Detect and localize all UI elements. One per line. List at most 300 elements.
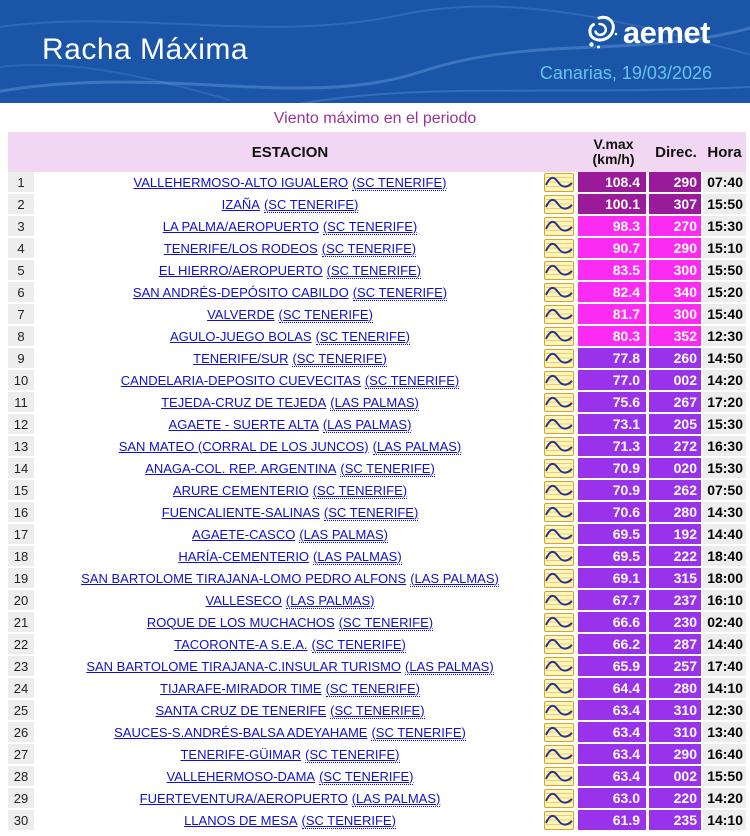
direction-cell: 020 [649,458,703,480]
wind-graph-icon[interactable] [544,723,574,742]
vmax-cell: 73.1 [578,414,649,436]
station-province: (SC TENERIFE) [301,812,396,828]
graph-cell [540,634,578,656]
graph-cell [540,172,578,194]
hour-cell: 15:30 [703,216,746,238]
station-province: (SC TENERIFE) [326,262,422,278]
table-row [8,634,746,656]
direction-cell: 280 [649,678,703,700]
graph-cell [540,194,578,216]
direction-cell: 192 [649,524,703,546]
wind-graph-icon[interactable] [544,657,574,676]
rank-cell: 5 [8,260,40,282]
station-link[interactable] [222,197,359,212]
hour-cell: 14:40 [703,634,746,656]
station-cell [40,348,540,370]
station-province: (LAS PALMAS) [372,438,462,454]
station-name: VALVERDE [207,306,275,322]
wind-graph-icon[interactable] [544,613,574,632]
station-province: (LAS PALMAS) [330,394,419,410]
station-link[interactable] [173,483,407,498]
station-cell [40,414,540,436]
station-province: (SC TENERIFE) [311,636,406,652]
station-province: (SC TENERIFE) [338,614,434,630]
graph-cell [540,568,578,590]
rank-cell: 23 [8,656,40,678]
direction-cell: 290 [649,238,703,260]
table-row [8,656,746,678]
wind-graph-icon[interactable] [544,217,574,236]
rank-cell: 24 [8,678,40,700]
station-name: CANDELARIA-DEPOSITO CUEVECITAS [120,372,361,388]
table-row [8,194,746,216]
graph-cell [540,722,578,744]
graph-cell [540,304,578,326]
table-row [8,392,746,414]
wind-graph-icon[interactable] [544,525,574,544]
station-link[interactable] [206,593,375,608]
rank-cell: 17 [8,524,40,546]
station-link[interactable] [114,725,466,740]
rank-cell: 14 [8,458,40,480]
station-cell [40,524,540,546]
graph-cell [540,282,578,304]
table-row [8,788,746,810]
vmax-cell: 69.5 [578,524,649,546]
wind-graph-icon[interactable] [544,283,574,302]
station-link[interactable] [192,527,388,542]
station-province: (LAS PALMAS) [322,416,412,432]
station-province: (SC TENERIFE) [321,240,417,256]
table-row [8,370,746,392]
station-link[interactable] [161,395,419,410]
wind-graph-icon[interactable] [544,239,574,258]
vmax-cell: 70.9 [578,480,649,502]
hour-cell: 16:30 [703,436,746,458]
station-name: LLANOS DE MESA [184,812,298,828]
wind-graph-icon[interactable] [544,349,574,368]
station-name: VALLESECO [205,592,282,608]
station-link[interactable] [134,175,447,190]
graph-cell [540,766,578,788]
table-row [8,502,746,524]
direction-cell: 260 [649,348,703,370]
direction-cell: 280 [649,502,703,524]
station-cell [40,678,540,700]
wind-graph-icon[interactable] [544,261,574,280]
direction-cell: 235 [649,810,703,832]
vmax-cell: 69.1 [578,568,649,590]
direction-cell: 270 [649,216,703,238]
station-link[interactable] [160,681,420,696]
wind-graph-icon[interactable] [544,547,574,566]
direction-cell: 352 [649,326,703,348]
station-link[interactable] [184,813,396,828]
vmax-cell: 77.8 [578,348,649,370]
station-name: SAN BARTOLOME TIRAJANA-LOMO PEDRO ALFONS [81,570,407,586]
hour-cell: 07:40 [703,172,746,194]
hour-cell: 12:30 [703,326,746,348]
vmax-cell: 63.4 [578,700,649,722]
direction-cell: 222 [649,546,703,568]
table-row [8,172,746,194]
rank-cell: 25 [8,700,40,722]
direction-cell: 220 [649,788,703,810]
hour-cell: 15:30 [703,458,746,480]
hour-cell: 16:40 [703,744,746,766]
table-row [8,744,746,766]
aemet-logo-text: aemet [622,14,710,50]
vmax-cell: 77.0 [578,370,649,392]
wind-graph-icon[interactable] [544,591,574,610]
station-link[interactable] [145,461,435,476]
station-province: (SC TENERIFE) [340,460,435,476]
station-cell [40,744,540,766]
wind-graph-icon[interactable] [544,437,574,456]
wind-graph-icon[interactable] [544,415,574,434]
graph-cell [540,810,578,832]
hour-cell: 15:30 [703,414,746,436]
wind-graph-icon[interactable] [544,701,574,720]
vmax-cell: 98.3 [578,216,649,238]
hour-cell: 14:20 [703,370,746,392]
hour-cell: 14:50 [703,348,746,370]
station-province: (LAS PALMAS) [299,526,388,542]
rank-cell: 16 [8,502,40,524]
direction-cell: 205 [649,414,703,436]
station-cell [40,304,540,326]
graph-cell [540,326,578,348]
station-link[interactable] [178,549,401,564]
table-row [8,304,746,326]
direction-cell: 290 [649,172,703,194]
station-link[interactable] [155,703,424,718]
header-station: ESTACION [251,143,329,161]
station-name: ARURE CEMENTERIO [172,482,309,498]
direction-cell: 287 [649,634,703,656]
station-link[interactable] [174,637,406,652]
table-row [8,678,746,700]
hour-cell: 16:10 [703,590,746,612]
station-link[interactable] [81,571,499,586]
wind-graph-icon[interactable] [544,327,574,346]
station-name: ANAGA-COL. REP. ARGENTINA [145,460,337,476]
rank-cell: 8 [8,326,40,348]
wind-table [8,132,746,832]
station-province: (SC TENERIFE) [364,372,460,388]
graph-cell [540,678,578,700]
rank-cell: 18 [8,546,40,568]
rank-cell: 6 [8,282,40,304]
station-link[interactable] [207,307,373,322]
wind-graph-icon[interactable] [544,503,574,522]
station-name: AGAETE - SUERTE ALTA [168,416,319,432]
hour-cell: 14:40 [703,524,746,546]
table-caption: Viento máximo en el periodo [273,110,477,127]
rank-cell: 19 [8,568,40,590]
vmax-cell: 70.9 [578,458,649,480]
direction-cell: 262 [649,480,703,502]
station-link[interactable] [169,417,412,432]
station-province: (LAS PALMAS) [410,570,499,586]
table-row [8,612,746,634]
graph-cell [540,700,578,722]
hour-cell: 14:10 [703,810,746,832]
aemet-logo[interactable] [579,12,710,52]
table-row [8,216,746,238]
station-name: VALLEHERMOSO-DAMA [166,768,316,784]
hour-cell: 14:30 [703,502,746,524]
direction-cell: 002 [649,766,703,788]
vmax-cell: 63.4 [578,766,649,788]
table-row [8,282,746,304]
hour-cell: 15:10 [703,238,746,260]
station-link[interactable] [180,747,399,762]
station-name: EL HIERRO/AEROPUERTO [158,262,323,278]
station-link[interactable] [159,263,421,278]
station-cell [40,502,540,524]
rank-cell: 9 [8,348,40,370]
station-cell [40,700,540,722]
hour-cell: 18:40 [703,546,746,568]
graph-cell [540,744,578,766]
vmax-cell: 64.4 [578,678,649,700]
station-name: ROQUE DE LOS MUCHACHOS [146,614,335,630]
table-row [8,524,746,546]
direction-cell: 257 [649,656,703,678]
hour-cell: 15:40 [703,304,746,326]
station-name: SAN ANDRÉS-DEPÓSITO CABILDO [132,284,349,300]
station-name: SANTA CRUZ DE TENERIFE [155,702,327,718]
station-province: (SC TENERIFE) [305,746,400,762]
vmax-cell: 67.7 [578,590,649,612]
station-cell [40,788,540,810]
station-cell [40,216,540,238]
table-row [8,414,746,436]
graph-cell [540,590,578,612]
hour-cell: 15:20 [703,282,746,304]
wind-graph-icon[interactable] [544,195,574,214]
station-province: (SC TENERIFE) [292,350,387,366]
station-cell [40,172,540,194]
graph-cell [540,612,578,634]
vmax-cell: 71.3 [578,436,649,458]
vmax-cell: 80.3 [578,326,649,348]
hour-cell: 07:50 [703,480,746,502]
rank-cell: 4 [8,238,40,260]
station-link[interactable] [163,219,417,234]
wind-graph-icon[interactable] [544,173,574,192]
graph-cell [540,216,578,238]
rank-cell: 22 [8,634,40,656]
station-cell [40,546,540,568]
station-name: TACORONTE-A S.E.A. [174,636,308,652]
vmax-cell: 63.4 [578,744,649,766]
header-graph-spacer [540,132,578,172]
station-province: (SC TENERIFE) [323,504,419,520]
vmax-cell: 70.6 [578,502,649,524]
vmax-cell: 66.2 [578,634,649,656]
table-row [8,568,746,590]
graph-cell [540,414,578,436]
station-cell [40,722,540,744]
table-row [8,590,746,612]
station-name: TIJARAFE-MIRADOR TIME [160,680,322,696]
station-province: (SC TENERIFE) [330,702,425,718]
rank-cell: 2 [8,194,40,216]
graph-cell [540,238,578,260]
station-name: SAUCES-S.ANDRÉS-BALSA ADEYAHAME [114,724,368,740]
table-row [8,260,746,282]
rank-cell: 3 [8,216,40,238]
direction-cell: 237 [649,590,703,612]
rank-cell: 30 [8,810,40,832]
rank-cell: 20 [8,590,40,612]
hour-cell: 17:40 [703,656,746,678]
wind-graph-icon[interactable] [544,305,574,324]
station-province: (SC TENERIFE) [312,482,408,498]
table-row [8,546,746,568]
station-cell [40,766,540,788]
rank-cell: 28 [8,766,40,788]
table-row [8,458,746,480]
wind-graph-icon[interactable] [544,371,574,390]
graph-cell [540,524,578,546]
wind-graph-icon[interactable] [544,679,574,698]
vmax-cell: 69.5 [578,546,649,568]
station-link[interactable] [119,439,462,454]
graph-cell [540,656,578,678]
station-link[interactable] [167,769,414,784]
station-link[interactable] [170,329,410,344]
station-link[interactable] [133,285,447,300]
table-row [8,722,746,744]
vmax-cell: 90.7 [578,238,649,260]
hour-cell: 14:10 [703,678,746,700]
station-name: SAN MATEO (CORRAL DE LOS JUNCOS) [118,438,369,454]
rank-cell: 13 [8,436,40,458]
station-name: TENERIFE/LOS RODEOS [163,240,318,256]
station-name: TENERIFE-GÜIMAR [180,746,302,762]
station-province: (SC TENERIFE) [352,174,447,190]
station-link[interactable] [147,615,433,630]
station-province: (SC TENERIFE) [315,328,410,344]
direction-cell: 310 [649,722,703,744]
station-province: (LAS PALMAS) [285,592,375,608]
header-hour: Hora [707,143,742,161]
wind-graph-icon[interactable] [544,745,574,764]
hour-cell: 15:50 [703,194,746,216]
vmax-cell: 108.4 [578,172,649,194]
station-name: TENERIFE/SUR [193,350,289,366]
table-row [8,326,746,348]
station-link[interactable] [86,659,493,674]
station-name: FUENCALIENTE-SALINAS [161,504,320,520]
station-cell [40,634,540,656]
station-name: HARÍA-CEMENTERIO [178,548,310,564]
direction-cell: 230 [649,612,703,634]
rank-cell: 29 [8,788,40,810]
vmax-cell: 81.7 [578,304,649,326]
graph-cell [540,458,578,480]
graph-cell [540,348,578,370]
station-link[interactable] [162,505,419,520]
rank-cell: 10 [8,370,40,392]
station-name: LA PALMA/AEROPUERTO [162,218,319,234]
hour-cell: 14:20 [703,788,746,810]
station-link[interactable] [164,241,416,256]
rank-cell: 1 [8,172,40,194]
station-link[interactable] [121,373,459,388]
vmax-cell: 75.6 [578,392,649,414]
wind-graph-icon[interactable] [544,767,574,786]
hour-cell: 12:30 [703,700,746,722]
station-province: (SC TENERIFE) [352,284,448,300]
hour-cell: 18:00 [703,568,746,590]
table-header-row [8,132,746,172]
vmax-cell: 83.5 [578,260,649,282]
wind-graph-icon[interactable] [544,811,574,830]
graph-cell [540,502,578,524]
station-cell [40,810,540,832]
station-name: AGULO-JUEGO BOLAS [170,328,312,344]
station-link[interactable] [193,351,387,366]
station-name: IZAÑA [221,196,260,212]
wind-graph-icon[interactable] [544,459,574,478]
header-vmax-line2: (km/h) [592,151,635,167]
station-cell [40,238,540,260]
aemet-swirl-icon [579,12,619,52]
station-cell [40,590,540,612]
station-cell [40,282,540,304]
station-cell [40,326,540,348]
station-province: (LAS PALMAS) [405,658,494,674]
header-vmax-line1: V.max [593,136,634,152]
station-name: SAN BARTOLOME TIRAJANA-C.INSULAR TURISMO [86,658,402,674]
wind-graph-icon[interactable] [544,635,574,654]
direction-cell: 272 [649,436,703,458]
header-vmax [578,132,649,172]
rank-cell: 26 [8,722,40,744]
table-row [8,238,746,260]
table-row [8,700,746,722]
wind-graph-icon[interactable] [544,393,574,412]
station-cell [40,436,540,458]
graph-cell [540,788,578,810]
wind-graph-icon[interactable] [544,569,574,588]
wind-graph-icon[interactable] [544,789,574,808]
station-name: FUERTEVENTURA/AEROPUERTO [139,790,348,806]
table-row [8,480,746,502]
direction-cell: 290 [649,744,703,766]
table-row [8,810,746,832]
station-link[interactable] [140,791,441,806]
rank-cell: 27 [8,744,40,766]
station-name: VALLEHERMOSO-ALTO IGUALERO [133,174,349,190]
vmax-cell: 63.4 [578,722,649,744]
direction-cell: 002 [649,370,703,392]
station-cell [40,392,540,414]
graph-cell [540,546,578,568]
vmax-cell: 63.0 [578,788,649,810]
direction-cell: 300 [649,260,703,282]
wind-graph-icon[interactable] [544,481,574,500]
region-date-subtitle: Canarias, 19/03/2026 [539,63,712,83]
rank-cell: 15 [8,480,40,502]
station-cell [40,480,540,502]
direction-cell: 310 [649,700,703,722]
graph-cell [540,392,578,414]
